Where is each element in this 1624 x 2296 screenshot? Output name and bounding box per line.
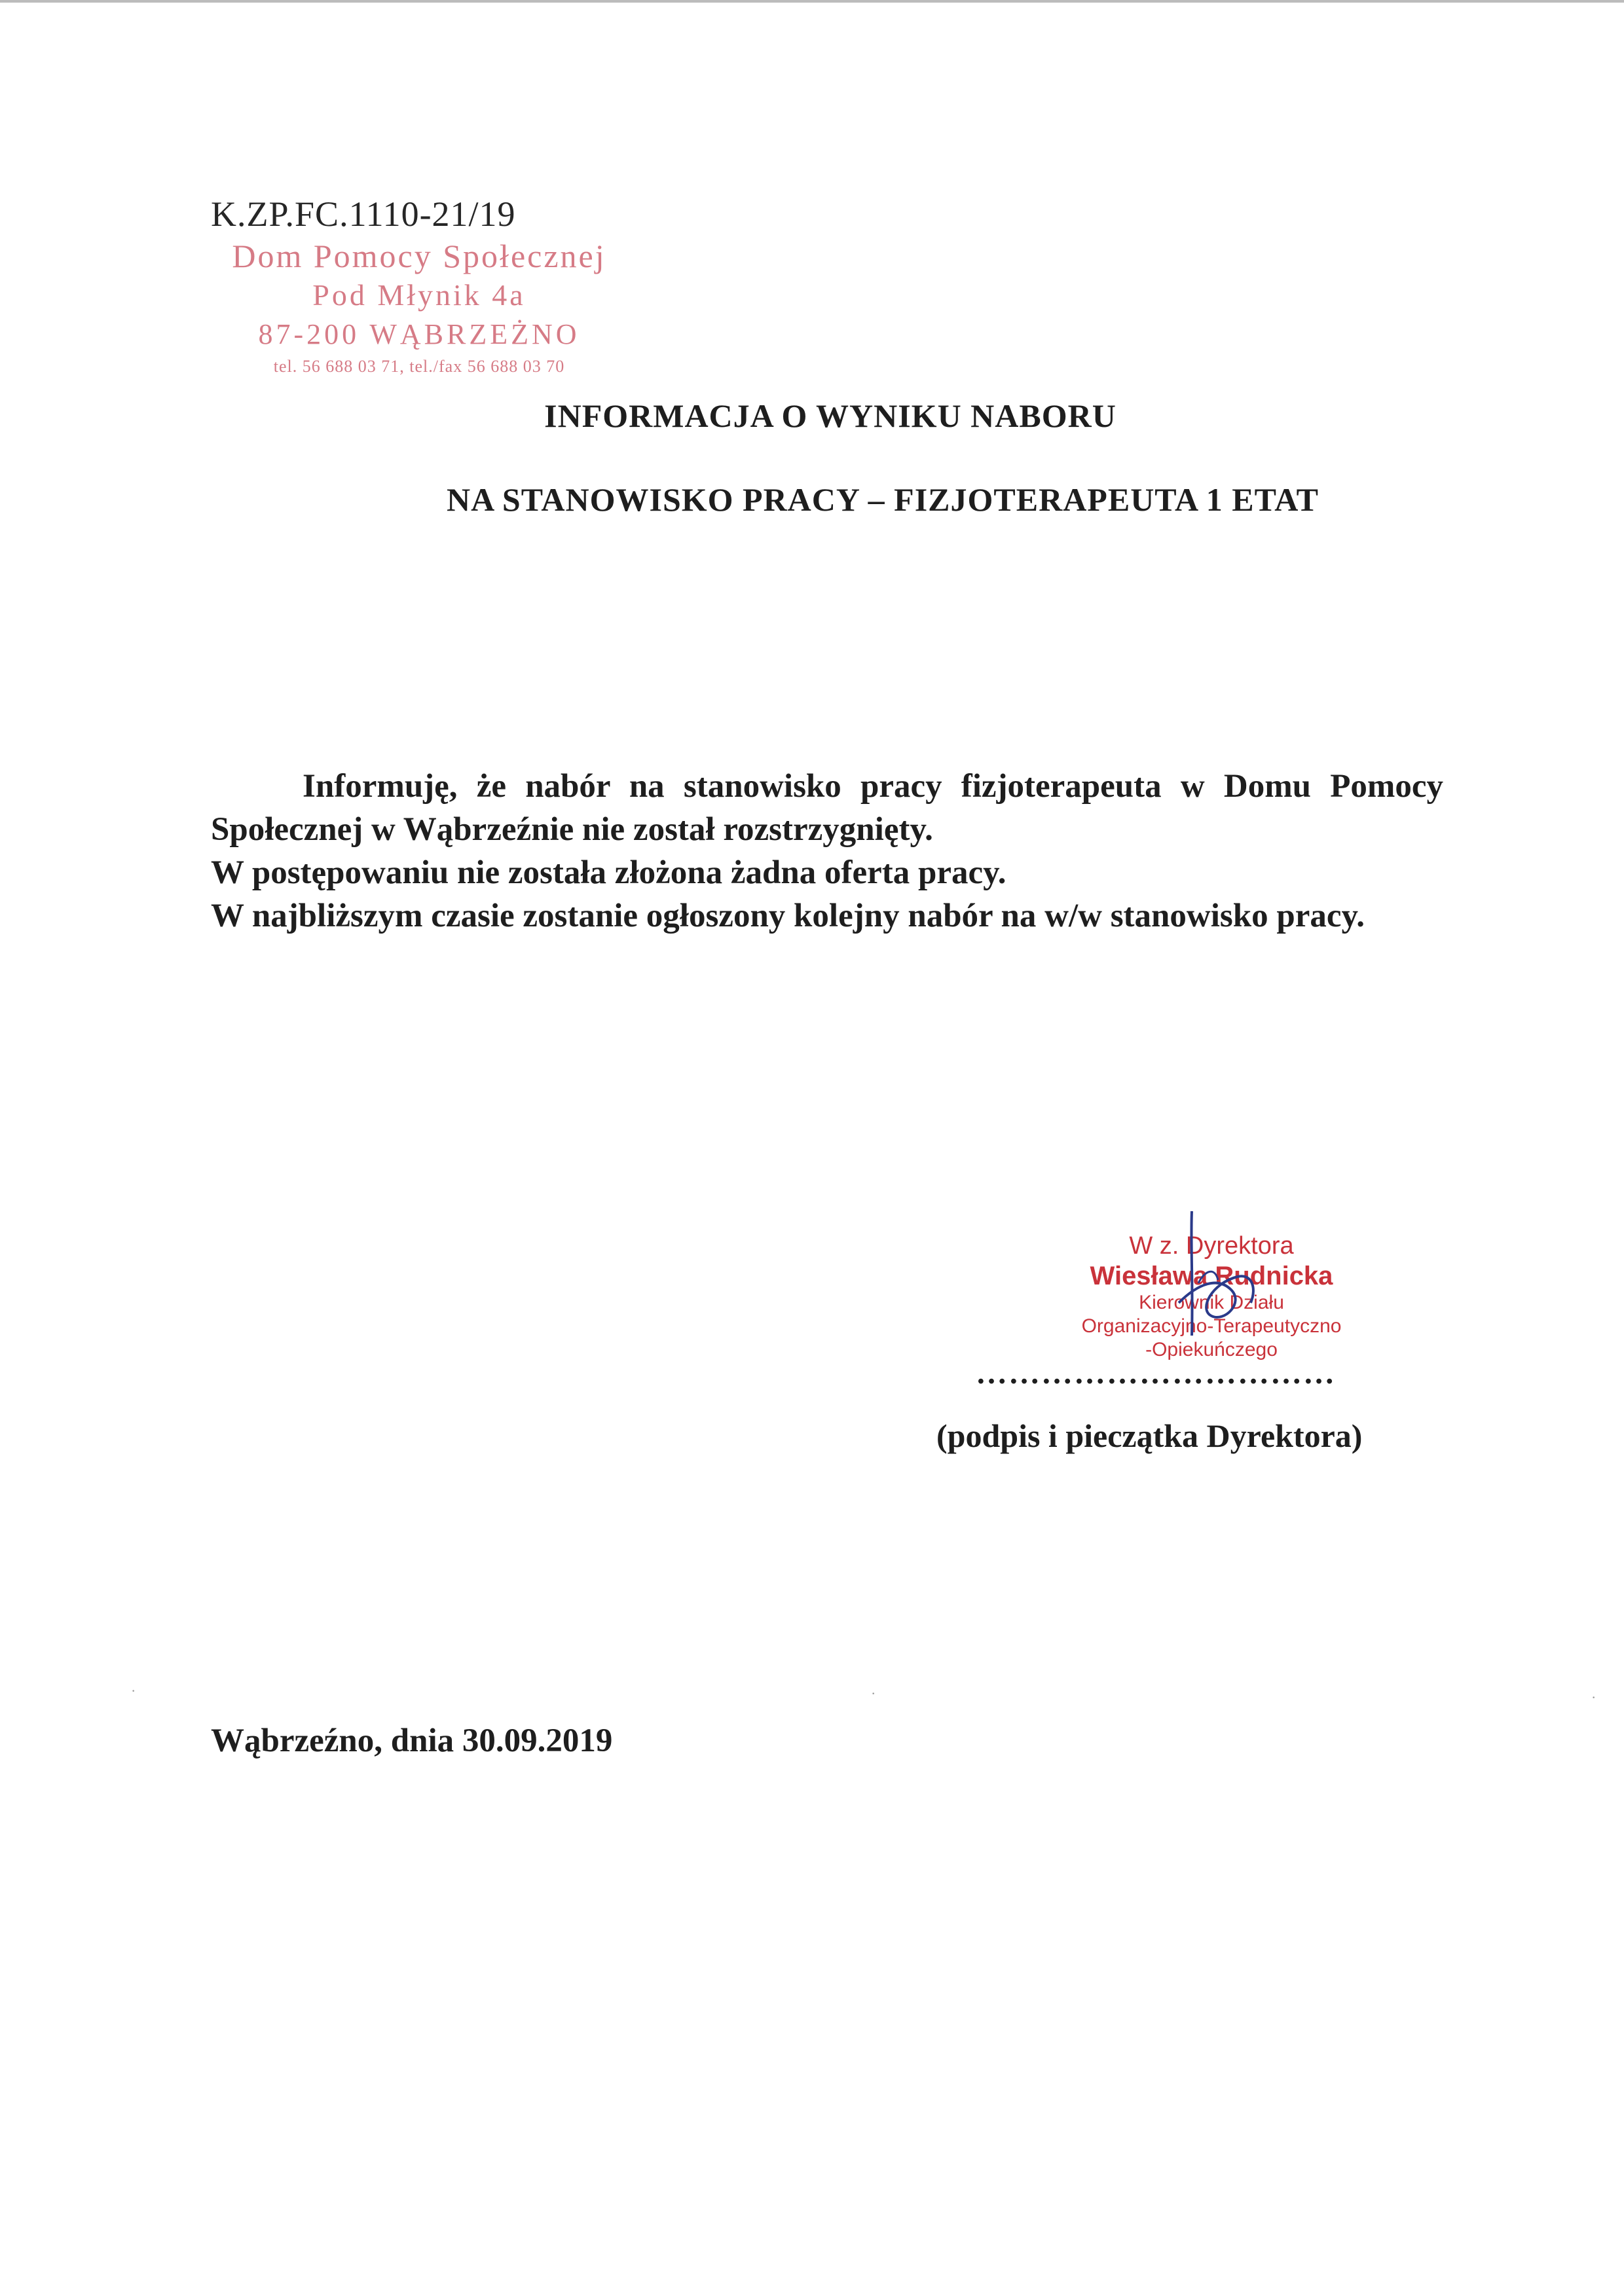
stamp-acting-for: W z. Dyrektora	[1129, 1232, 1294, 1260]
document-subtitle: NA STANOWISKO PRACY – FIZJOTERAPEUTA 1 ETAT	[446, 481, 1320, 518]
signature-caption: (podpis i pieczątka Dyrektora)	[936, 1417, 1363, 1454]
stamp-institution: Dom Pomocy Społecznej	[232, 238, 606, 274]
stamp-department-cont: -Opiekuńczego	[1145, 1339, 1278, 1360]
reference-number: K.ZP.FC.1110-21/19	[211, 194, 516, 234]
stamp-postal-city: 87-200 WĄBRZEŻNO	[258, 318, 580, 350]
place-and-date: Wąbrzeźno, dnia 30.09.2019	[211, 1722, 613, 1759]
stamp-department: Organizacyjno-Terapeutyczno	[1081, 1315, 1342, 1337]
document-title: INFORMACJA O WYNIKU NABORU	[544, 397, 1116, 434]
scan-speck: ·	[131, 1683, 136, 1699]
stamp-street: Pod Młynik 4a	[312, 278, 526, 312]
scan-speck: ·	[1591, 1689, 1596, 1705]
handwritten-signature-icon	[1153, 1205, 1283, 1362]
stamp-position: Kierownik Działu	[1139, 1292, 1284, 1313]
stamp-phones: tel. 56 688 03 71, tel./fax 56 688 03 70	[273, 357, 565, 376]
stamp-signatory-name: Wiesława Rudnicka	[1090, 1262, 1333, 1290]
body-paragraph: W postępowaniu nie została złożona żadna oferta pracy.	[211, 854, 1006, 891]
body-paragraph: Informuję, że nabór na stanowisko pracy fizjoterapeuta w Domu Pomocy Społecznej w Wąbrzeźnie nie został rozstrzygnięty.	[211, 768, 1443, 848]
scan-top-edge	[0, 0, 1624, 3]
signature-line: ……………………………	[976, 1356, 1336, 1391]
body-paragraph: W najbliższym czasie zostanie ogłoszony kolejny nabór na w/w stanowisko pracy.	[211, 898, 1365, 934]
institution-stamp	[216, 237, 622, 380]
document-body	[211, 765, 1443, 938]
scan-speck: ·	[871, 1685, 876, 1702]
